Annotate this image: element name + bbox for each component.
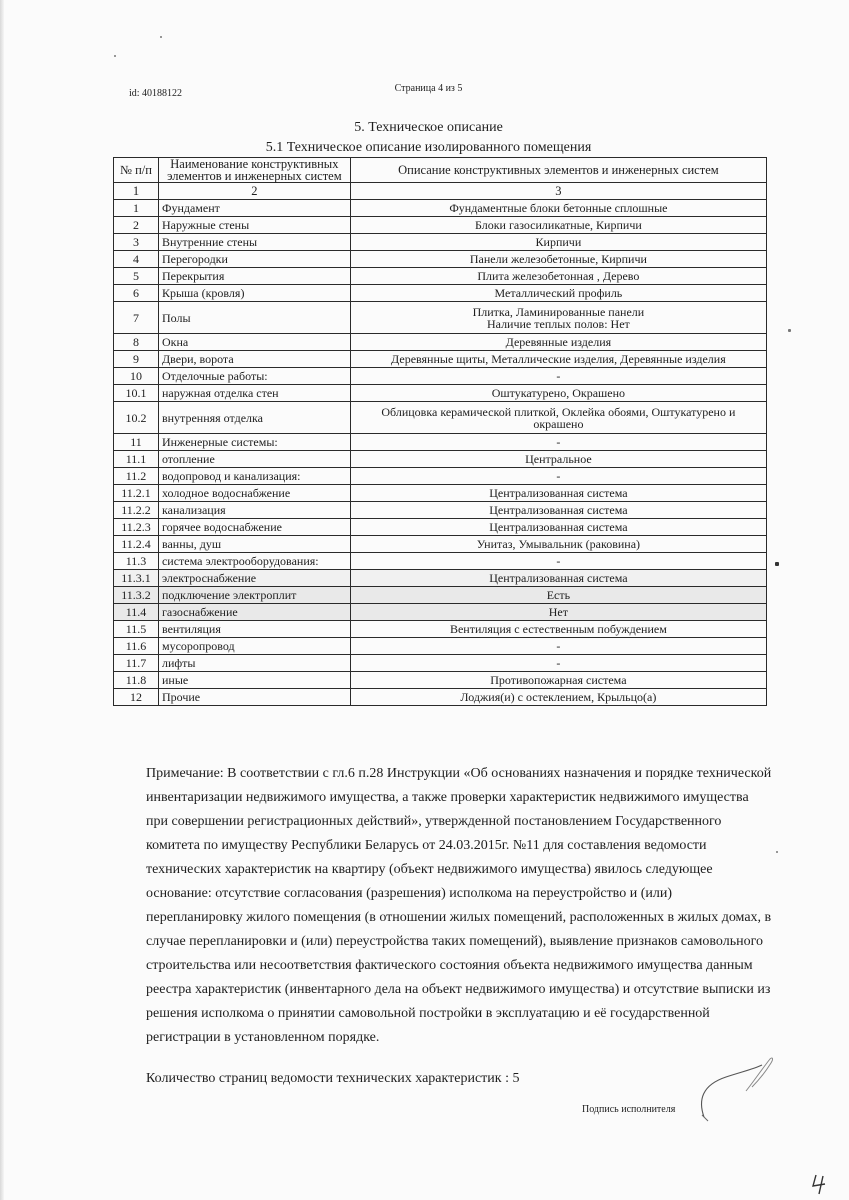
table-row: [114, 217, 767, 234]
table-row: [114, 638, 767, 655]
row-number: 11.5: [114, 621, 159, 638]
signature-mark: [696, 1055, 786, 1125]
element-description: [350, 536, 766, 553]
document-id: id: 40188122: [129, 88, 183, 99]
element-name: электроснабжение: [158, 570, 350, 587]
description-line: Лоджия(и) с остеклением, Крыльцо(а): [460, 689, 657, 704]
element-name: канализация: [158, 502, 350, 519]
row-number: 1: [114, 200, 159, 217]
description-line: Централизованная система: [489, 519, 628, 534]
element-name: Окна: [158, 334, 350, 351]
row-number: 11.3: [114, 553, 159, 570]
description-line: Кирпичи: [535, 234, 582, 249]
description-line: окрашено: [533, 416, 584, 431]
handwritten-page-number: [810, 1172, 832, 1196]
row-number: 11.6: [114, 638, 159, 655]
description-line: -: [556, 368, 561, 383]
technical-description-table: [113, 157, 767, 706]
row-number: 3: [114, 234, 159, 251]
description-line: Вентиляция с естественным побуждением: [449, 621, 667, 636]
row-number: 10: [114, 368, 159, 385]
scan-edge: [0, 0, 4, 1200]
table-row: [114, 502, 767, 519]
element-name: Перекрытия: [158, 268, 350, 285]
scan-speck: [775, 562, 779, 566]
row-number: 11.7: [114, 655, 159, 672]
description-line: -: [556, 655, 561, 670]
row-number: 11.2.1: [114, 485, 159, 502]
page-indicator: Страница 4 из 5: [394, 83, 463, 94]
column-header-name: Наименование конструктивных элементов и инженерных систем: [158, 158, 350, 183]
table-row: [114, 604, 767, 621]
element-name: горячее водоснабжение: [158, 519, 350, 536]
note-paragraph: Примечание: В соответствии с гл.6 п.28 Инструкции «Об основаниях назначения и порядке технической инвентаризации недвижимого имущества, а также проверки характеристик недвижимого имущества при совершении регистрационных действий», утвержденной постановлением Государственного комитета по имуществу Республики Беларусь от 24.03.2015г. №11 для составления ведомости технических характеристик на квартиру (объект недвижимого имущества) явилось следующее основание: отсутствие согласования (разрешения) исполкома на переустройство и (или) перепланировку жилого помещения (в отношении жилых помещений, расположенных в жилых домах, в случае перепланировки и (или) переустройства таких помещений), выявление признаков самовольного строительства или несоответствия фактического состояния объекта недвижимого имущества данным реестра характеристик (инвентарного дела на объект недвижимого имущества) и отсутствие выписки из решения исполкома о принятии самовольной постройки в эксплуатацию и её государственной регистрации в установленном порядке.: [146, 766, 772, 1045]
element-description: [350, 638, 766, 655]
scan-speck: [114, 55, 116, 57]
row-number: 11: [114, 434, 159, 451]
element-description: [350, 200, 766, 217]
element-name: водопровод и канализация:: [158, 468, 350, 485]
column-number: 1: [114, 183, 159, 200]
element-description: [350, 621, 766, 638]
row-number: 9: [114, 351, 159, 368]
element-description: [350, 519, 766, 536]
table-row: [114, 485, 767, 502]
element-name: Прочие: [158, 689, 350, 706]
scan-speck: [160, 36, 162, 38]
pages-count: Количество страниц ведомости технических характеристик : 5: [146, 1071, 520, 1086]
element-name: вентиляция: [158, 621, 350, 638]
row-number: 7: [114, 302, 159, 334]
table-row: [114, 689, 767, 706]
description-line: Централизованная система: [489, 502, 628, 517]
element-description: [350, 251, 766, 268]
element-name: Инженерные системы:: [158, 434, 350, 451]
description-line: Нет: [548, 604, 569, 619]
column-number: 2: [158, 183, 350, 200]
row-number: 2: [114, 217, 159, 234]
element-name: Наружные стены: [158, 217, 350, 234]
column-numbers-row: [114, 183, 767, 200]
element-description: [350, 334, 766, 351]
element-name: внутренняя отделка: [158, 402, 350, 434]
description-line: Металлический профиль: [494, 285, 623, 300]
element-name: газоснабжение: [158, 604, 350, 621]
scan-speck: [776, 851, 778, 853]
section-subtitle: 5.1 Техническое описание изолированного помещения: [265, 140, 592, 155]
table-row: [114, 251, 767, 268]
row-number: 10.2: [114, 402, 159, 434]
table-row: [114, 536, 767, 553]
element-description: [350, 655, 766, 672]
description-line: Есть: [546, 587, 571, 602]
element-description: [350, 451, 766, 468]
table-row: [114, 621, 767, 638]
element-description: [350, 302, 766, 334]
table-row: [114, 451, 767, 468]
table-row: [114, 302, 767, 334]
row-number: 8: [114, 334, 159, 351]
table-row: [114, 200, 767, 217]
table-row: [114, 570, 767, 587]
element-description: [350, 368, 766, 385]
row-number: 11.8: [114, 672, 159, 689]
description-line: Деревянные изделия: [505, 334, 612, 349]
row-number: 11.1: [114, 451, 159, 468]
description-line: Оштукатурено, Окрашено: [491, 385, 626, 400]
table-row: [114, 402, 767, 434]
table-row: [114, 519, 767, 536]
description-line: Блоки газосиликатные, Кирпичи: [474, 217, 642, 232]
description-line: Противопожарная система: [490, 672, 627, 687]
description-line: Централизованная система: [489, 570, 628, 585]
element-description: [350, 672, 766, 689]
element-name: Крыша (кровля): [158, 285, 350, 302]
element-name: система электрооборудования:: [158, 553, 350, 570]
table-row: [114, 587, 767, 604]
element-description: [350, 268, 766, 285]
scan-speck: [788, 329, 791, 332]
element-description: [350, 402, 766, 434]
row-number: 11.4: [114, 604, 159, 621]
description-line: Облицовка керамической плиткой, Оклейка обоями, Оштукатурено и: [381, 404, 736, 419]
element-description: [350, 285, 766, 302]
element-name: Отделочные работы:: [158, 368, 350, 385]
description-line: Центральное: [525, 451, 592, 466]
element-name: подключение электроплит: [158, 587, 350, 604]
element-name: Полы: [158, 302, 350, 334]
description-line: -: [556, 553, 561, 568]
signature-label: Подпись исполнителя: [582, 1104, 676, 1115]
table-row: [114, 268, 767, 285]
element-name: мусоропровод: [158, 638, 350, 655]
description-line: Панели железобетонные, Кирпичи: [469, 251, 647, 266]
row-number: 10.1: [114, 385, 159, 402]
element-name: ванны, душ: [158, 536, 350, 553]
row-number: 11.2.4: [114, 536, 159, 553]
element-description: [350, 587, 766, 604]
column-number: 3: [350, 183, 766, 200]
description-line: Централизованная система: [489, 485, 628, 500]
element-name: холодное водоснабжение: [158, 485, 350, 502]
element-name: Двери, ворота: [158, 351, 350, 368]
description-line: -: [556, 638, 561, 653]
element-description: [350, 434, 766, 451]
table-row: [114, 672, 767, 689]
element-description: [350, 570, 766, 587]
element-description: [350, 604, 766, 621]
row-number: 12: [114, 689, 159, 706]
description-line: Унитаз, Умывальник (раковина): [476, 536, 641, 551]
element-name: Фундамент: [158, 200, 350, 217]
element-description: [350, 351, 766, 368]
row-number: 5: [114, 268, 159, 285]
element-name: Перегородки: [158, 251, 350, 268]
table-row: [114, 385, 767, 402]
table-header-row: [114, 158, 767, 183]
element-description: [350, 234, 766, 251]
table-row: [114, 434, 767, 451]
row-number: 11.3.2: [114, 587, 159, 604]
description-line: Плитка, Ламинированные панели: [472, 304, 645, 319]
element-name: наружная отделка стен: [158, 385, 350, 402]
element-description: [350, 217, 766, 234]
row-number: 11.2.3: [114, 519, 159, 536]
description-line: Деревянные щиты, Металлические изделия, Деревянные изделия: [391, 351, 726, 366]
row-number: 4: [114, 251, 159, 268]
element-description: [350, 553, 766, 570]
element-name: Внутренние стены: [158, 234, 350, 251]
row-number: 11.2: [114, 468, 159, 485]
element-description: [350, 502, 766, 519]
row-number: 11.3.1: [114, 570, 159, 587]
description-line: -: [556, 468, 561, 483]
element-description: [350, 689, 766, 706]
element-description: [350, 485, 766, 502]
table-row: [114, 468, 767, 485]
table-row: [114, 285, 767, 302]
description-line: Плита железобетонная , Дерево: [477, 268, 640, 283]
column-header-description: Описание конструктивных элементов и инженерных систем: [350, 158, 766, 183]
table-row: [114, 234, 767, 251]
element-description: [350, 468, 766, 485]
section-title: 5. Техническое описание: [354, 120, 503, 135]
description-line: Фундаментные блоки бетонные сплошные: [449, 200, 668, 215]
table-row: [114, 351, 767, 368]
row-number: 11.2.2: [114, 502, 159, 519]
table-row: [114, 553, 767, 570]
element-name: лифты: [158, 655, 350, 672]
element-name: иные: [158, 672, 350, 689]
element-name: отопление: [158, 451, 350, 468]
column-header-number: № п/п: [114, 158, 159, 183]
row-number: 6: [114, 285, 159, 302]
table-row: [114, 334, 767, 351]
description-line: -: [556, 434, 561, 449]
table-row: [114, 368, 767, 385]
description-line: Наличие теплых полов: Нет: [486, 316, 630, 331]
table-row: [114, 655, 767, 672]
element-description: [350, 385, 766, 402]
